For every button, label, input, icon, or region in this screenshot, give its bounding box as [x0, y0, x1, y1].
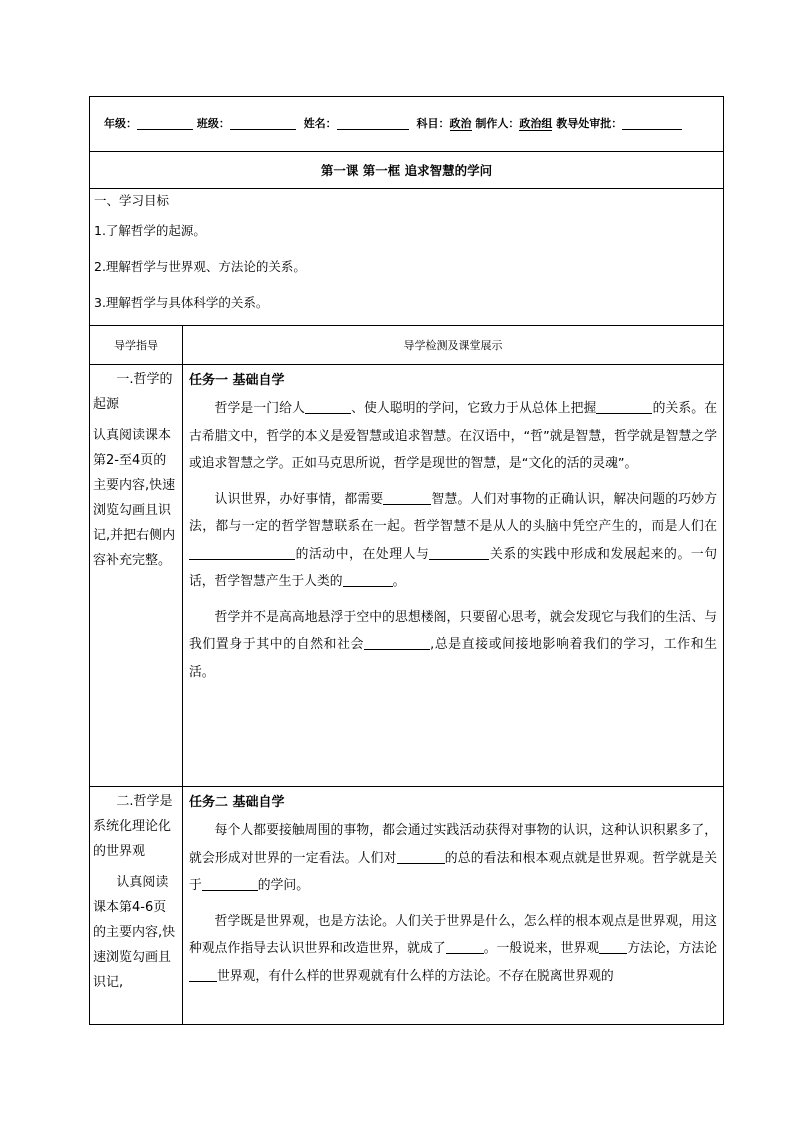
grade-blank[interactable] — [137, 116, 193, 130]
section-2-guide — [90, 787, 183, 1025]
class-blank[interactable] — [230, 116, 296, 130]
paragraph: 认识世界，办好事情，都需要 智慧。人们对事物的正确认识，解决问题的巧妙方法，都与一定的哲学智慧联系在一起。哲学智慧不是从人的头脑中凭空产生的，而是人们在的活动中，在处理人与 关系的实践中形成和发展起来的。一句话，哲学智慧产生于人类的 。 — [189, 491, 718, 589]
review-blank[interactable] — [622, 116, 682, 130]
class-label: 班级： — [196, 117, 230, 130]
fill-blank[interactable] — [202, 876, 258, 891]
name-label: 姓名： — [303, 117, 337, 130]
column-header-guide: 导学指导 — [90, 326, 183, 365]
name-blank[interactable] — [337, 116, 409, 130]
fill-blank[interactable] — [305, 399, 351, 414]
goals-heading: 一、学习目标 — [94, 193, 170, 208]
review-label: 教导处审批： — [556, 117, 623, 130]
section-1-practice — [183, 365, 724, 787]
lesson-title: 第一课 第一框 追求智慧的学问 — [90, 152, 724, 189]
info-line — [90, 97, 723, 151]
fill-blank[interactable] — [429, 545, 489, 560]
fill-blank[interactable] — [397, 849, 445, 864]
learning-goals — [90, 189, 724, 326]
column-header-practice: 导学检测及课堂展示 — [183, 326, 724, 365]
paragraph: 每个人都要接触周围的事物，都会通过实践活动获得对事物的认识，这种认识积累多了，就会形成对世界的一定看法。人们对 的总的看法和根本观点就是世界观。哲学就是关于 的学问。 — [189, 823, 718, 893]
paragraph: 哲学既是世界观，也是方法论。人们关于世界是什么，怎么样的根本观点是世界观，用这种观点作指导去认识世界和改造世界，就成了 。一般说来，世界观 方法论，方法论世界观，有什么样的世界观就有什么样的方法论。不存在脱离世界观的 — [189, 913, 718, 984]
paragraph: 哲学并不是高高地悬浮于空中的思想楼阁，只要留心思考，就会发现它与我们的生活、与我们置身于其中的自然和社会 ,总是直接或间接地影响着我们的学习，工作和生活。 — [189, 609, 717, 680]
section-guide-text: 认真阅读课本第2-至4页的主要内容,快速浏览勾画且识记,并把右侧内容补充完整。 — [93, 428, 176, 568]
section-title: 一.哲学的起源 — [93, 372, 173, 412]
section-1-guide — [90, 365, 183, 787]
section-guide-text: 认真阅读课本第4-6页的主要内容,快速浏览勾画且识记, — [93, 875, 176, 990]
fill-blank[interactable] — [596, 399, 652, 414]
goal-item: 3.理解哲学与具体科学的关系。 — [94, 295, 269, 310]
fill-blank[interactable] — [364, 635, 430, 650]
fill-blank[interactable] — [189, 545, 295, 560]
fill-blank[interactable] — [343, 572, 393, 587]
subject-value: 政治 — [449, 117, 472, 130]
section-title: 二.哲学是系统化理论化的世界观 — [93, 794, 173, 859]
fill-blank[interactable] — [189, 967, 217, 982]
info-header-row — [90, 97, 724, 152]
grade-label: 年级： — [104, 117, 137, 130]
study-sheet — [89, 96, 723, 1025]
fill-blank[interactable] — [446, 939, 484, 954]
fill-blank[interactable] — [383, 490, 431, 505]
maker-value: 政治组 — [519, 117, 553, 130]
section-2-practice — [183, 787, 724, 1025]
task-title: 任务一 基础自学 — [189, 373, 285, 388]
worksheet-table — [89, 96, 724, 1025]
paragraph: 哲学是一门给人 、使人聪明的学问，它致力于从总体上把握 的关系。在古希腊文中，哲学的本义是爱智慧或追求智慧。在汉语中，“哲”就是智慧，哲学就是智慧之学或追求智慧之学。正如马克思所说，哲学是现世的智慧，是“文化的活的灵魂”。 — [189, 401, 718, 471]
task-title: 任务二 基础自学 — [189, 795, 285, 810]
goal-item: 2.理解哲学与世界观、方法论的关系。 — [94, 259, 306, 274]
goal-item: 1.了解哲学的起源。 — [94, 223, 206, 238]
maker-label: 制作人： — [475, 117, 520, 130]
subject-label: 科目： — [416, 117, 450, 130]
fill-blank[interactable] — [599, 939, 627, 954]
